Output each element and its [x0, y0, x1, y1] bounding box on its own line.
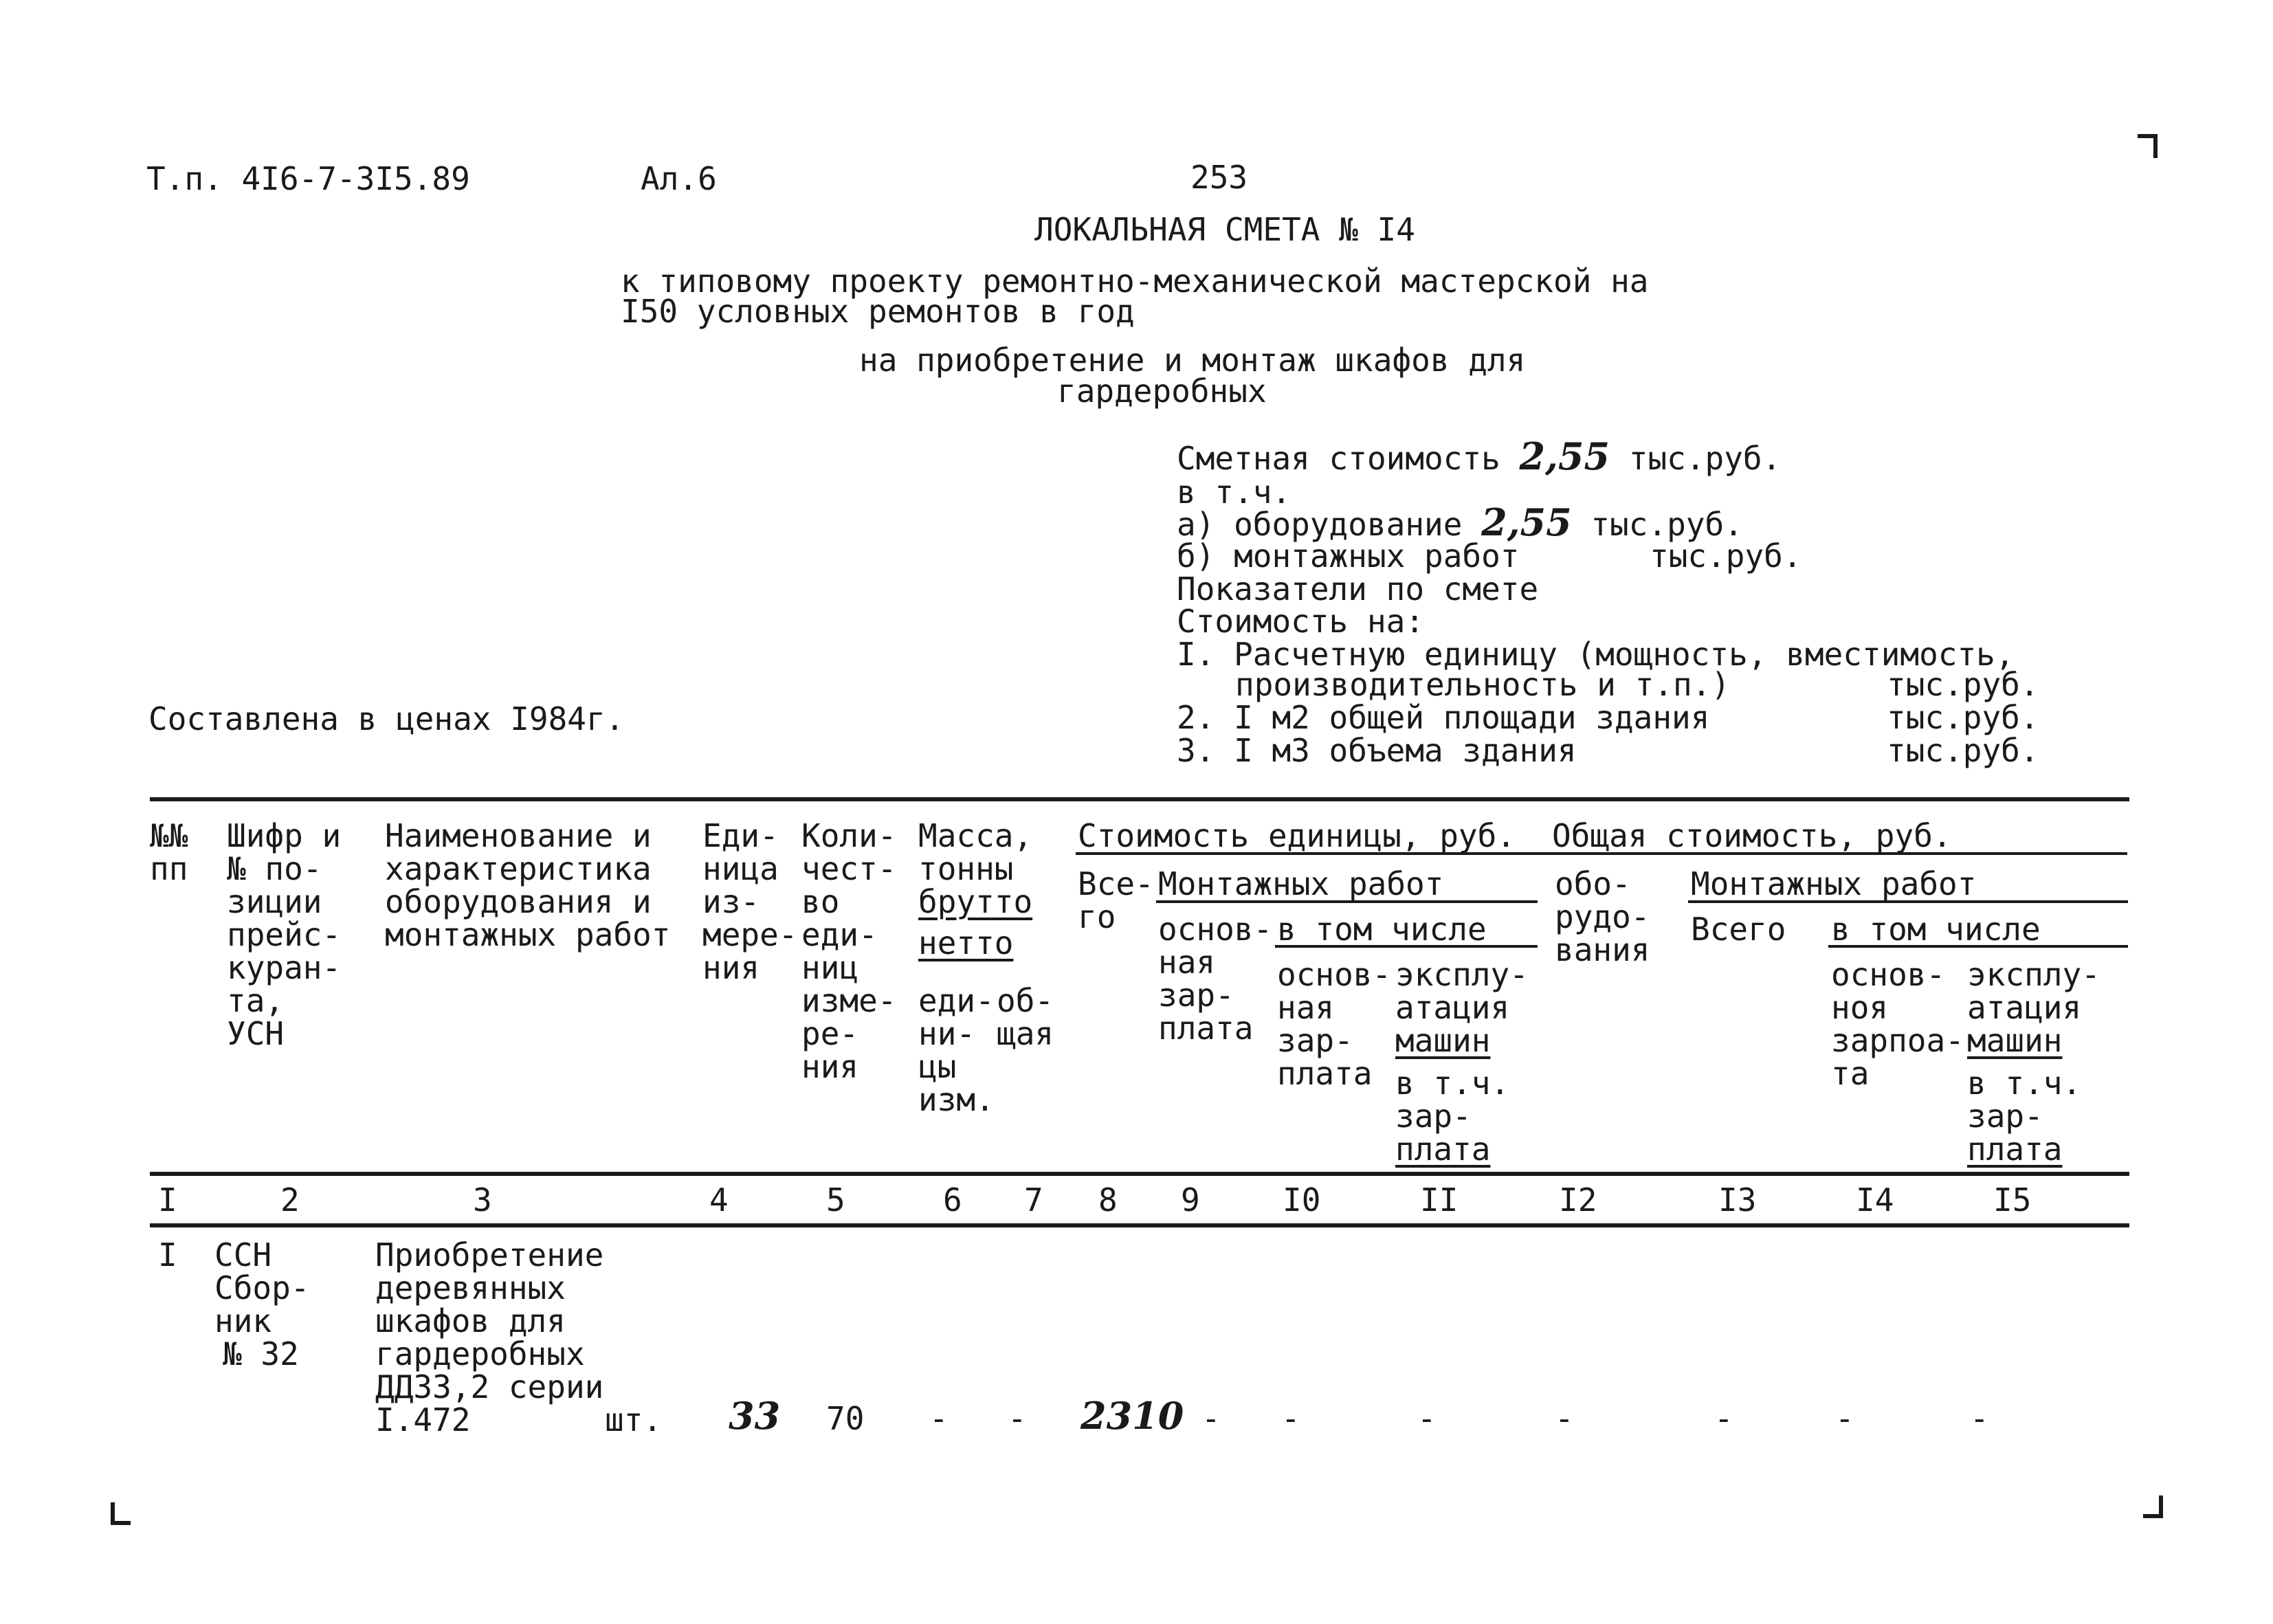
col-header-qty-line: ре-	[801, 1015, 859, 1052]
col-header-incl-wage-2-line: в т.ч.	[1967, 1065, 2082, 1102]
corner-mark-bottom-left	[103, 1498, 137, 1533]
row-col-13: -	[1714, 1400, 1733, 1437]
equipment-cost-value: 2,55	[1481, 500, 1572, 544]
col-header-base-wage-2-line: основ-	[1277, 956, 1392, 993]
col-header-qty-line: чест-	[801, 850, 897, 887]
subtitle-line-1: к типовому проекту ремонтно-механической мастерской на	[621, 263, 1649, 300]
installation-cost-label: б) монтажных работ	[1177, 537, 1520, 575]
cost-for-label: Стоимость на:	[1177, 603, 1425, 640]
col-header-mass-total	[997, 984, 1054, 1050]
col-header-name-line: монтажных работ	[385, 916, 671, 953]
doc-code: Т.п. 4I6-7-3I5.89	[146, 160, 470, 197]
col-header-unit-line: ница	[702, 850, 779, 887]
col-header-unit-line: ния	[702, 949, 760, 986]
row-col-10: -	[1281, 1400, 1300, 1437]
col-number: 9	[1181, 1181, 1200, 1219]
col-header-code-line: прейс-	[227, 916, 342, 953]
col-header-mass-gross: брутто	[918, 883, 1033, 920]
col-header-machines-line: эксплу-	[1395, 956, 1529, 993]
col-header-code-line: зиции	[227, 883, 322, 920]
indicator-item-3-unit: тыс.руб.	[1887, 732, 2039, 769]
col-number: 7	[1024, 1181, 1043, 1219]
column-numbers-rule	[150, 1223, 2129, 1227]
row-name-line: I.472	[375, 1401, 471, 1438]
col-header-code-line: куран-	[227, 949, 342, 986]
col-header-base-wage-3	[1831, 958, 1964, 1090]
col-number: I2	[1559, 1181, 1597, 1219]
col-header-mass-unit-line: изм.	[918, 1081, 995, 1118]
col-header-name-line: характеристика	[385, 850, 652, 887]
col-header-code-line: Шифр и	[227, 817, 342, 854]
col-header-qty-line: еди-	[801, 916, 878, 953]
col-number: I	[158, 1181, 177, 1219]
col-header-mass-title: Масса,	[918, 817, 1033, 854]
indicator-item-1-line-2: производительность и т.п.)	[1235, 666, 1731, 703]
col-header-base-wage-line: ная	[1158, 944, 1216, 981]
col-header-no-line: №№	[150, 817, 188, 854]
col-number: 3	[473, 1181, 492, 1219]
purpose-line-2: гардеробных	[1057, 372, 1267, 410]
row-code-line: ник	[214, 1302, 272, 1339]
row-col-9: -	[1201, 1400, 1221, 1437]
row-code-line: Сбор-	[214, 1269, 310, 1306]
col-number: 5	[826, 1181, 845, 1219]
col-header-name-line: Наименование и	[385, 817, 652, 854]
col-number: I0	[1283, 1181, 1321, 1219]
col-header-base-wage-2-line: ная	[1277, 989, 1335, 1026]
col-header-base-wage-3-line: ноя	[1831, 989, 1889, 1026]
col-header-mass-unit-line: ни-	[918, 1015, 976, 1052]
col-number: I4	[1856, 1181, 1894, 1219]
album-number: Ал.6	[641, 160, 717, 197]
col-number: 4	[709, 1181, 729, 1219]
col-header-base-wage-3-line: основ-	[1831, 956, 1946, 993]
equipment-cost-label: а) оборудование	[1177, 506, 1463, 543]
subtitle-line-2: I50 условных ремонтов в год	[621, 293, 1135, 330]
row-name-line: Приобретение	[375, 1236, 604, 1273]
unit-cost-group-header: Стоимость единицы, руб.	[1078, 817, 1516, 854]
equipment-cost	[1177, 500, 1743, 544]
row-code-line: № 32	[223, 1335, 299, 1372]
estimated-cost-value: 2,55	[1519, 434, 1610, 478]
col-header-machines-line: атация	[1395, 989, 1510, 1026]
col-header-base-wage-line: плата	[1158, 1010, 1254, 1047]
col-header-code	[227, 819, 341, 1050]
indicator-item-2-unit: тыс.руб.	[1887, 699, 2039, 736]
row-code	[214, 1238, 309, 1370]
col-number: 6	[943, 1181, 962, 1219]
col-header-all-line: го	[1078, 898, 1116, 935]
row-name-line: деревянных	[375, 1269, 566, 1306]
col-header-code-line: № по-	[227, 850, 322, 887]
table-header-bottom-rule	[150, 1172, 2129, 1176]
col-header-base-wage-3-line: зарпоа-	[1831, 1022, 1964, 1059]
install-works-header-2: Монтажных работ	[1691, 865, 1977, 902]
row-mass-unit: 70	[826, 1400, 865, 1437]
document-title: ЛОКАЛЬНАЯ СМЕТА № I4	[1034, 211, 1415, 248]
row-name-line: шкафов для	[375, 1302, 566, 1339]
indicators-label: Показатели по смете	[1177, 570, 1539, 608]
col-header-unit-line: Еди-	[702, 817, 779, 854]
col-header-machines-2	[1967, 958, 2100, 1166]
col-number: 2	[280, 1181, 300, 1219]
corner-mark-bottom-right	[2138, 1491, 2172, 1526]
total-cost-group-header: Общая стоимость, руб.	[1552, 817, 1952, 854]
prices-note: Составлена в ценах I984г.	[148, 700, 625, 737]
indicator-item-1-line-1: I. Расчетную единицу (мощность, вместимость,	[1177, 636, 2015, 673]
row-qty: 33	[729, 1394, 781, 1438]
col-header-incl-wage-line: в т.ч.	[1395, 1065, 1510, 1102]
col-header-equipment-line: рудо-	[1555, 898, 1650, 935]
incl-header-2: в том числе	[1831, 911, 2041, 948]
col-header-name-line: оборудования и	[385, 883, 652, 920]
indicator-item-1-unit: тыс.руб.	[1887, 666, 2039, 703]
col-header-qty	[801, 819, 896, 1083]
install-works-header-1: Монтажных работ	[1158, 865, 1444, 902]
col-header-machines-2-u: машин	[1967, 1022, 2063, 1059]
col-header-mass-net: нетто	[918, 924, 1014, 961]
equipment-cost-unit: тыс.руб.	[1590, 506, 1743, 543]
row-mass-total: -	[929, 1400, 949, 1437]
col-header-qty-line: Коли-	[801, 817, 897, 854]
col-header-mass-total-line: об-	[997, 982, 1054, 1019]
installation-cost-unit: тыс.руб.	[1650, 537, 1802, 575]
col-header-unit-line: из-	[702, 883, 760, 920]
corner-mark-top-right	[2131, 131, 2165, 165]
row-name-line: ДД33,2 серии	[375, 1368, 604, 1405]
col-header-code-line: УСН	[227, 1015, 285, 1052]
row-unit: шт.	[605, 1401, 663, 1438]
col-header-base-wage	[1158, 913, 1272, 1045]
col-header-base-wage-2-line: плата	[1277, 1055, 1373, 1092]
col-header-equipment	[1555, 867, 1650, 966]
col-header-mass	[918, 819, 1032, 959]
col-header-base-wage-2-line: зар-	[1277, 1022, 1353, 1059]
estimated-cost-label: Сметная стоимость	[1177, 440, 1500, 477]
purpose-line-1: на приобретение и монтаж шкафов для	[859, 342, 1526, 379]
col-header-incl-wage-2-line: зар-	[1967, 1098, 2043, 1135]
col-number: 8	[1098, 1181, 1118, 1219]
page-number: 253	[1190, 159, 1248, 196]
col-header-mass-tons: тонны	[918, 850, 1014, 887]
col-header-mass-unit-line: еди-	[918, 982, 995, 1019]
col-header-mass-unit	[918, 984, 995, 1116]
col-header-unit-line: мере-	[702, 916, 798, 953]
col-header-equipment-line: обо-	[1555, 865, 1631, 902]
col-number: I3	[1718, 1181, 1757, 1219]
row-col-15: -	[1970, 1400, 1989, 1437]
col-header-name	[385, 819, 670, 951]
col-header-total-all: Всего	[1691, 911, 1786, 948]
estimated-cost-unit: тыс.руб.	[1628, 440, 1782, 477]
col-header-incl-wage-line: зар-	[1395, 1098, 1472, 1135]
col-header-unit	[702, 819, 797, 984]
col-header-incl-wage-u: плата	[1395, 1131, 1491, 1168]
row-col-8: 2310	[1080, 1394, 1184, 1438]
row-col-11: -	[1417, 1400, 1437, 1437]
col-header-machines-2-line: атация	[1967, 989, 2082, 1026]
col-header-mass-unit-line: цы	[918, 1048, 957, 1085]
col-number: I5	[1993, 1181, 2032, 1219]
col-number: II	[1420, 1181, 1459, 1219]
row-name-line: гардеробных	[375, 1335, 585, 1372]
row-no: I	[158, 1236, 177, 1273]
col-header-machines-2-line: эксплу-	[1967, 956, 2100, 993]
row-code-line: ССН	[214, 1236, 272, 1273]
row-col-7: -	[1008, 1400, 1027, 1437]
row-col-12: -	[1555, 1400, 1574, 1437]
col-header-incl-wage-2-u: плата	[1967, 1131, 2063, 1168]
col-header-all	[1078, 867, 1154, 933]
col-header-no-line: пп	[150, 850, 188, 887]
col-header-all-line: Все-	[1078, 865, 1154, 902]
col-header-qty-line: во	[801, 883, 840, 920]
col-header-qty-line: ния	[801, 1048, 859, 1085]
incl-header-1: в том числе	[1277, 911, 1487, 948]
col-header-mass-total-line: щая	[997, 1015, 1054, 1052]
indicator-item-3: 3. I м3 объема здания	[1177, 732, 1577, 769]
col-header-no	[150, 819, 188, 885]
col-header-equipment-line: вания	[1555, 931, 1650, 968]
col-header-base-wage-3-line: та	[1831, 1055, 1870, 1092]
col-header-qty-line: изме-	[801, 982, 897, 1019]
row-name	[375, 1238, 603, 1436]
col-header-qty-line: ниц	[801, 949, 859, 986]
col-header-machines	[1395, 958, 1529, 1166]
table-top-rule	[150, 797, 2129, 801]
estimated-cost	[1177, 434, 1782, 478]
col-header-machines-u: машин	[1395, 1022, 1491, 1059]
col-header-code-line: та,	[227, 982, 285, 1019]
including-label: в т.ч.	[1177, 474, 1291, 511]
indicator-item-2: 2. I м2 общей площади здания	[1177, 699, 1710, 736]
col-header-base-wage-line: зар-	[1158, 977, 1234, 1014]
col-header-base-wage-line: основ-	[1158, 911, 1273, 948]
col-header-base-wage-2	[1277, 958, 1391, 1090]
row-col-14: -	[1835, 1400, 1854, 1437]
